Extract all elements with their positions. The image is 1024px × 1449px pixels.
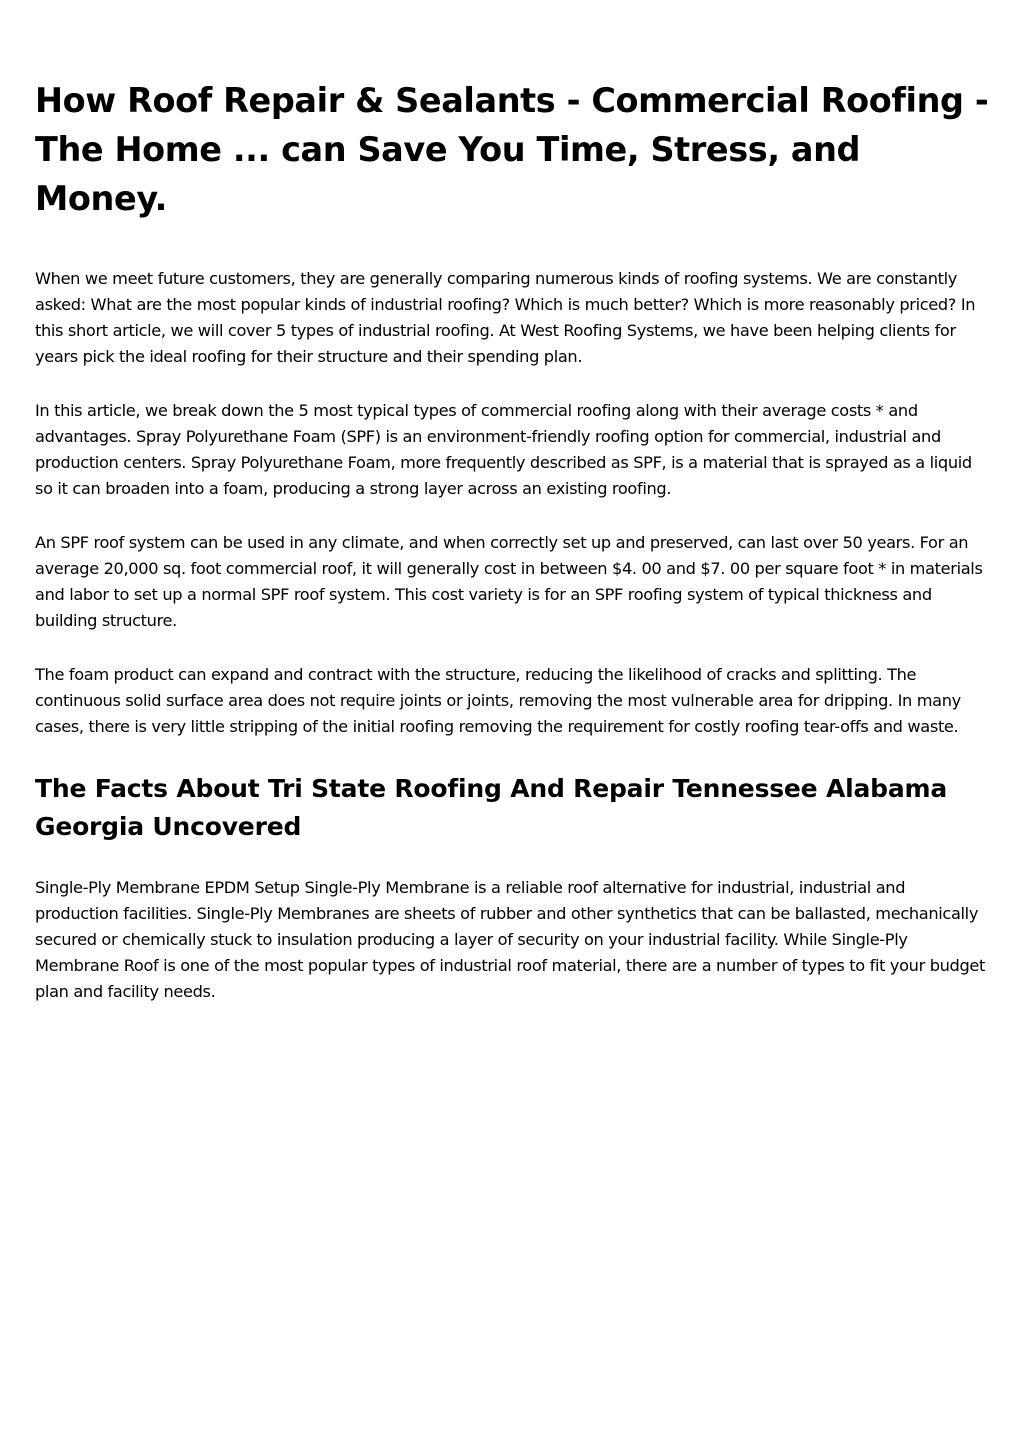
article-title: How Roof Repair & Sealants - Commercial Roofing - The Home ... can Save You Time, Stress, and Money. [35,81,989,218]
paragraph-spf-cost: An SPF roof system can be used in any climate, and when correctly set up and preserved, can last over 50 years. For an average 20,000 sq. foot commercial roof, it will generally cost in between $4. 00 and $7. 00 per square foot * in materials and labor to set up a normal SPF roof system. This cost variety is for an SPF roofing system of typical thickness and building structure. [35,533,983,630]
paragraph-intro: When we meet future customers, they are generally comparing numerous kinds of roofing systems. We are constantly asked: What are the most popular kinds of industrial roofing? Which is much better? Which is more reasonably priced? In this short article, we will cover 5 types of industrial roofing. At West Roofing Systems, we have been helping clients for years pick the ideal roofing for their structure and their spending plan. [35,269,976,366]
paragraph-single-ply: Single-Ply Membrane EPDM Setup Single-Ply Membrane is a reliable roof alternative for industrial, industrial and production facilities. Single-Ply Membranes are sheets of rubber and other synthetics that can be ballasted, mechanically secured or chemically stuck to insulation producing a layer of security on your industrial facility. While Single-Ply Membrane Roof is one of the most popular types of industrial roof material, there are a number of types to fit your budget plan and facility needs. [35,878,985,1001]
paragraph-spf-benefits: The foam product can expand and contract with the structure, reducing the likelihood of cracks and splitting. The continuous solid surface area does not require joints or joints, removing the most vulnerable area for dripping. In many cases, there is very little stripping of the initial roofing removing the requirement for costly roofing tear-offs and waste. [35,665,961,736]
paragraph-spf-overview: In this article, we break down the 5 most typical types of commercial roofing along with their average costs * and advantages. Spray Polyurethane Foam (SPF) is an environment-friendly roofing option for commercial, industrial and production centers. Spray Polyurethane Foam, more frequently described as SPF, is a material that is sprayed as a liquid so it can broaden into a foam, producing a strong layer across an existing roofing. [35,401,972,498]
section-heading: The Facts About Tri State Roofing And Repair Tennessee Alabama Georgia Uncovered [35,774,948,841]
article [35,0,990,1005]
